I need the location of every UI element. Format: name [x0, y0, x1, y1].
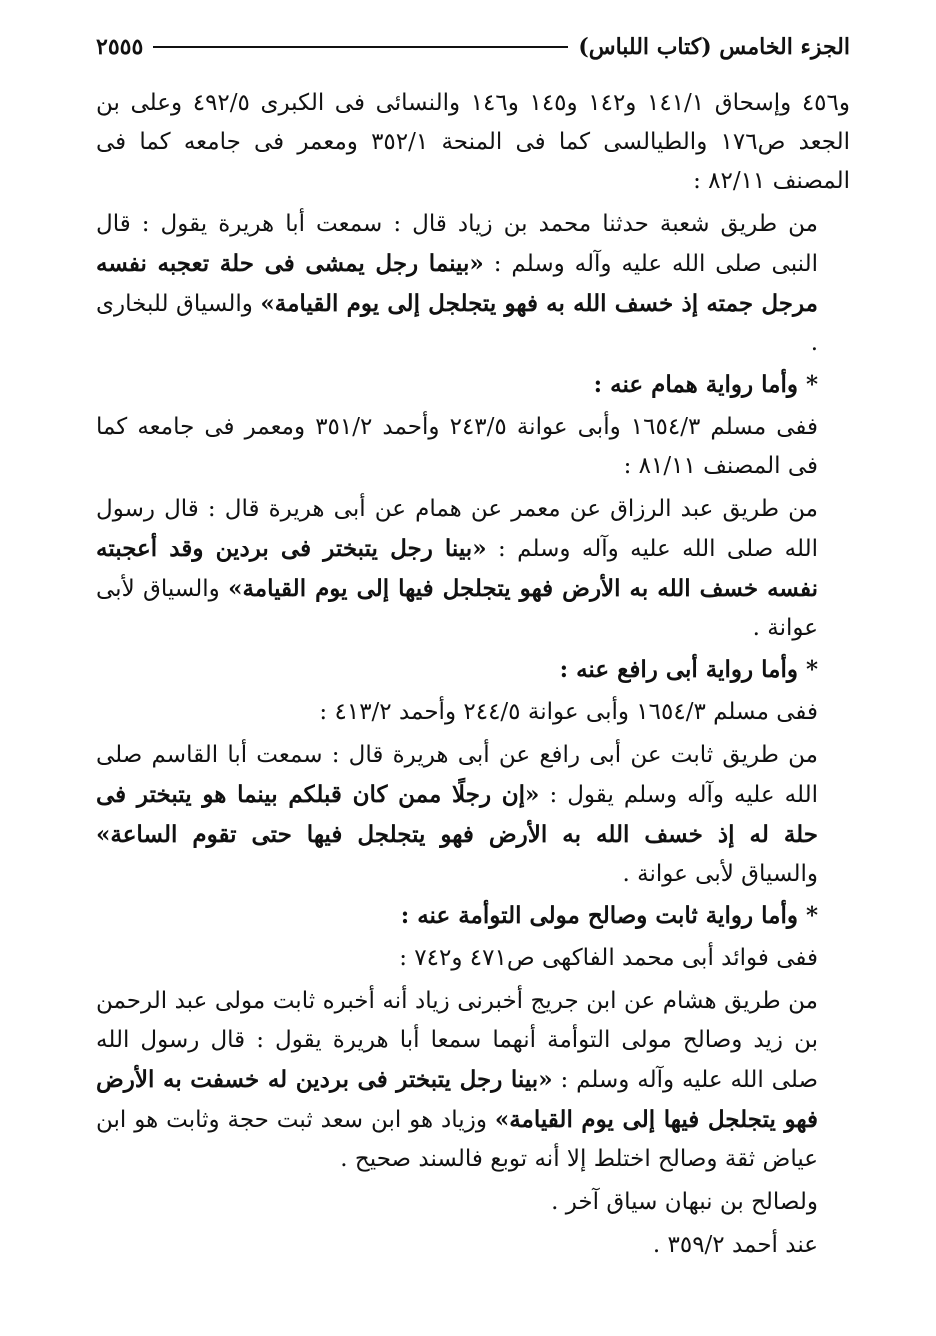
citation-paragraph: ففى مسلم ١٦٥٤/٣ وأبى عوانة ٢٤٣/٥ وأحمد ٣٥١/٢ ومعمر فى جامعه كما فى المصنف ٨١/١١ :	[96, 414, 819, 479]
header-rule	[153, 46, 568, 48]
hadith-quote: «بينا رجل يتبختر فى بردين له خسفت به الأرض فهو يتجلجل فيها إلى يوم القيامة»	[96, 1066, 818, 1133]
closing-citation: عند أحمد ٣٥٩/٢ .	[652, 1232, 818, 1258]
body-text	[96, 84, 850, 1265]
isnad-text: من طريق شعبة حدثنا محمد بن زياد قال : سمعت أبا هريرة يقول : قال النبى صلى الله عليه وآله وسلم :	[96, 211, 819, 277]
hadith-paragraph	[96, 490, 850, 648]
hadith-quote: «بينا رجل يتبختر فى بردين وقد أعجبته نفسه خسف الله به الأرض فهو يتجلجل فيها إلى يوم القيامة»	[96, 535, 818, 602]
running-title: الجزء الخامس (كتاب اللباس)	[578, 34, 850, 60]
isnad-text: من طريق هشام عن ابن جريج أخبرنى زياد أنه أخبره ثابت مولى عبد الرحمن بن زيد وصالح مولى التوأمة أنهما سمعا أبا هريرة يقول : قال رسول الله صلى الله عليه وآله وسلم :	[96, 988, 818, 1093]
section-heading: * وأما رواية همام عنه :	[593, 371, 818, 398]
section-heading: * وأما رواية أبى رافع عنه :	[559, 656, 818, 683]
citation-paragraph: ففى مسلم ١٦٥٤/٣ وأبى عوانة ٢٤٤/٥ وأحمد ٤١٣/٢ :	[319, 699, 818, 725]
isnad-text: من طريق ثابت عن أبى رافع عن أبى هريرة قال : سمعت أبا القاسم صلى الله عليه وآله وسلم يقول :	[96, 742, 818, 808]
source-note: والسياق للبخارى .	[96, 291, 818, 356]
citation-paragraph: ففى فوائد أبى محمد الفاكهى ص٤٧١ و٧٤٢ :	[399, 945, 818, 971]
hadith-quote: «بينما رجل يمشى فى حلة تعجبه نفسه مرجل جمته إذ خسف الله به فهو يتجلجل إلى يوم القيامة»	[96, 250, 818, 317]
closing-line: ولصالح بن نبهان سياق آخر .	[551, 1189, 818, 1215]
hadith-paragraph	[96, 205, 850, 363]
hadith-quote: «إن رجلًا ممن كان قبلكم بينما هو يتبختر فى حلة له إذ خسف الله به الأرض فهو يتجلجل فيها حتى تقوم الساعة»	[96, 781, 818, 848]
source-note: والسياق لأبى عوانة .	[622, 861, 818, 887]
continued-paragraph: و٤٥٦ وإسحاق ١٤١/١ و١٤٢ و١٤٥ و١٤٦ والنسائى فى الكبرى ٤٩٢/٥ وعلى بن الجعد ص١٧٦ والطيالسى كما فى المنحة ٣٥٢/١ ومعمر فى جامعه كما فى المصنف ٨٢/١١ :	[96, 90, 850, 194]
hadith-paragraph	[96, 982, 850, 1179]
isnad-text: من طريق عبد الرزاق عن معمر عن همام عن أبى هريرة قال : قال رسول الله صلى الله عليه وآله وسلم :	[96, 496, 818, 562]
source-note: والسياق لأبى عوانة .	[96, 576, 818, 641]
page-number: ٢٥٥٥	[96, 34, 144, 60]
source-note: وزياد هو ابن سعد ثبت حجة وثابت هو ابن عياض ثقة وصالح اختلط إلا أنه توبع فالسند صحيح .	[96, 1107, 818, 1172]
page-header	[96, 30, 850, 64]
hadith-paragraph	[96, 736, 850, 894]
section-heading: * وأما رواية ثابت وصالح مولى التوأمة عنه :	[400, 902, 818, 929]
